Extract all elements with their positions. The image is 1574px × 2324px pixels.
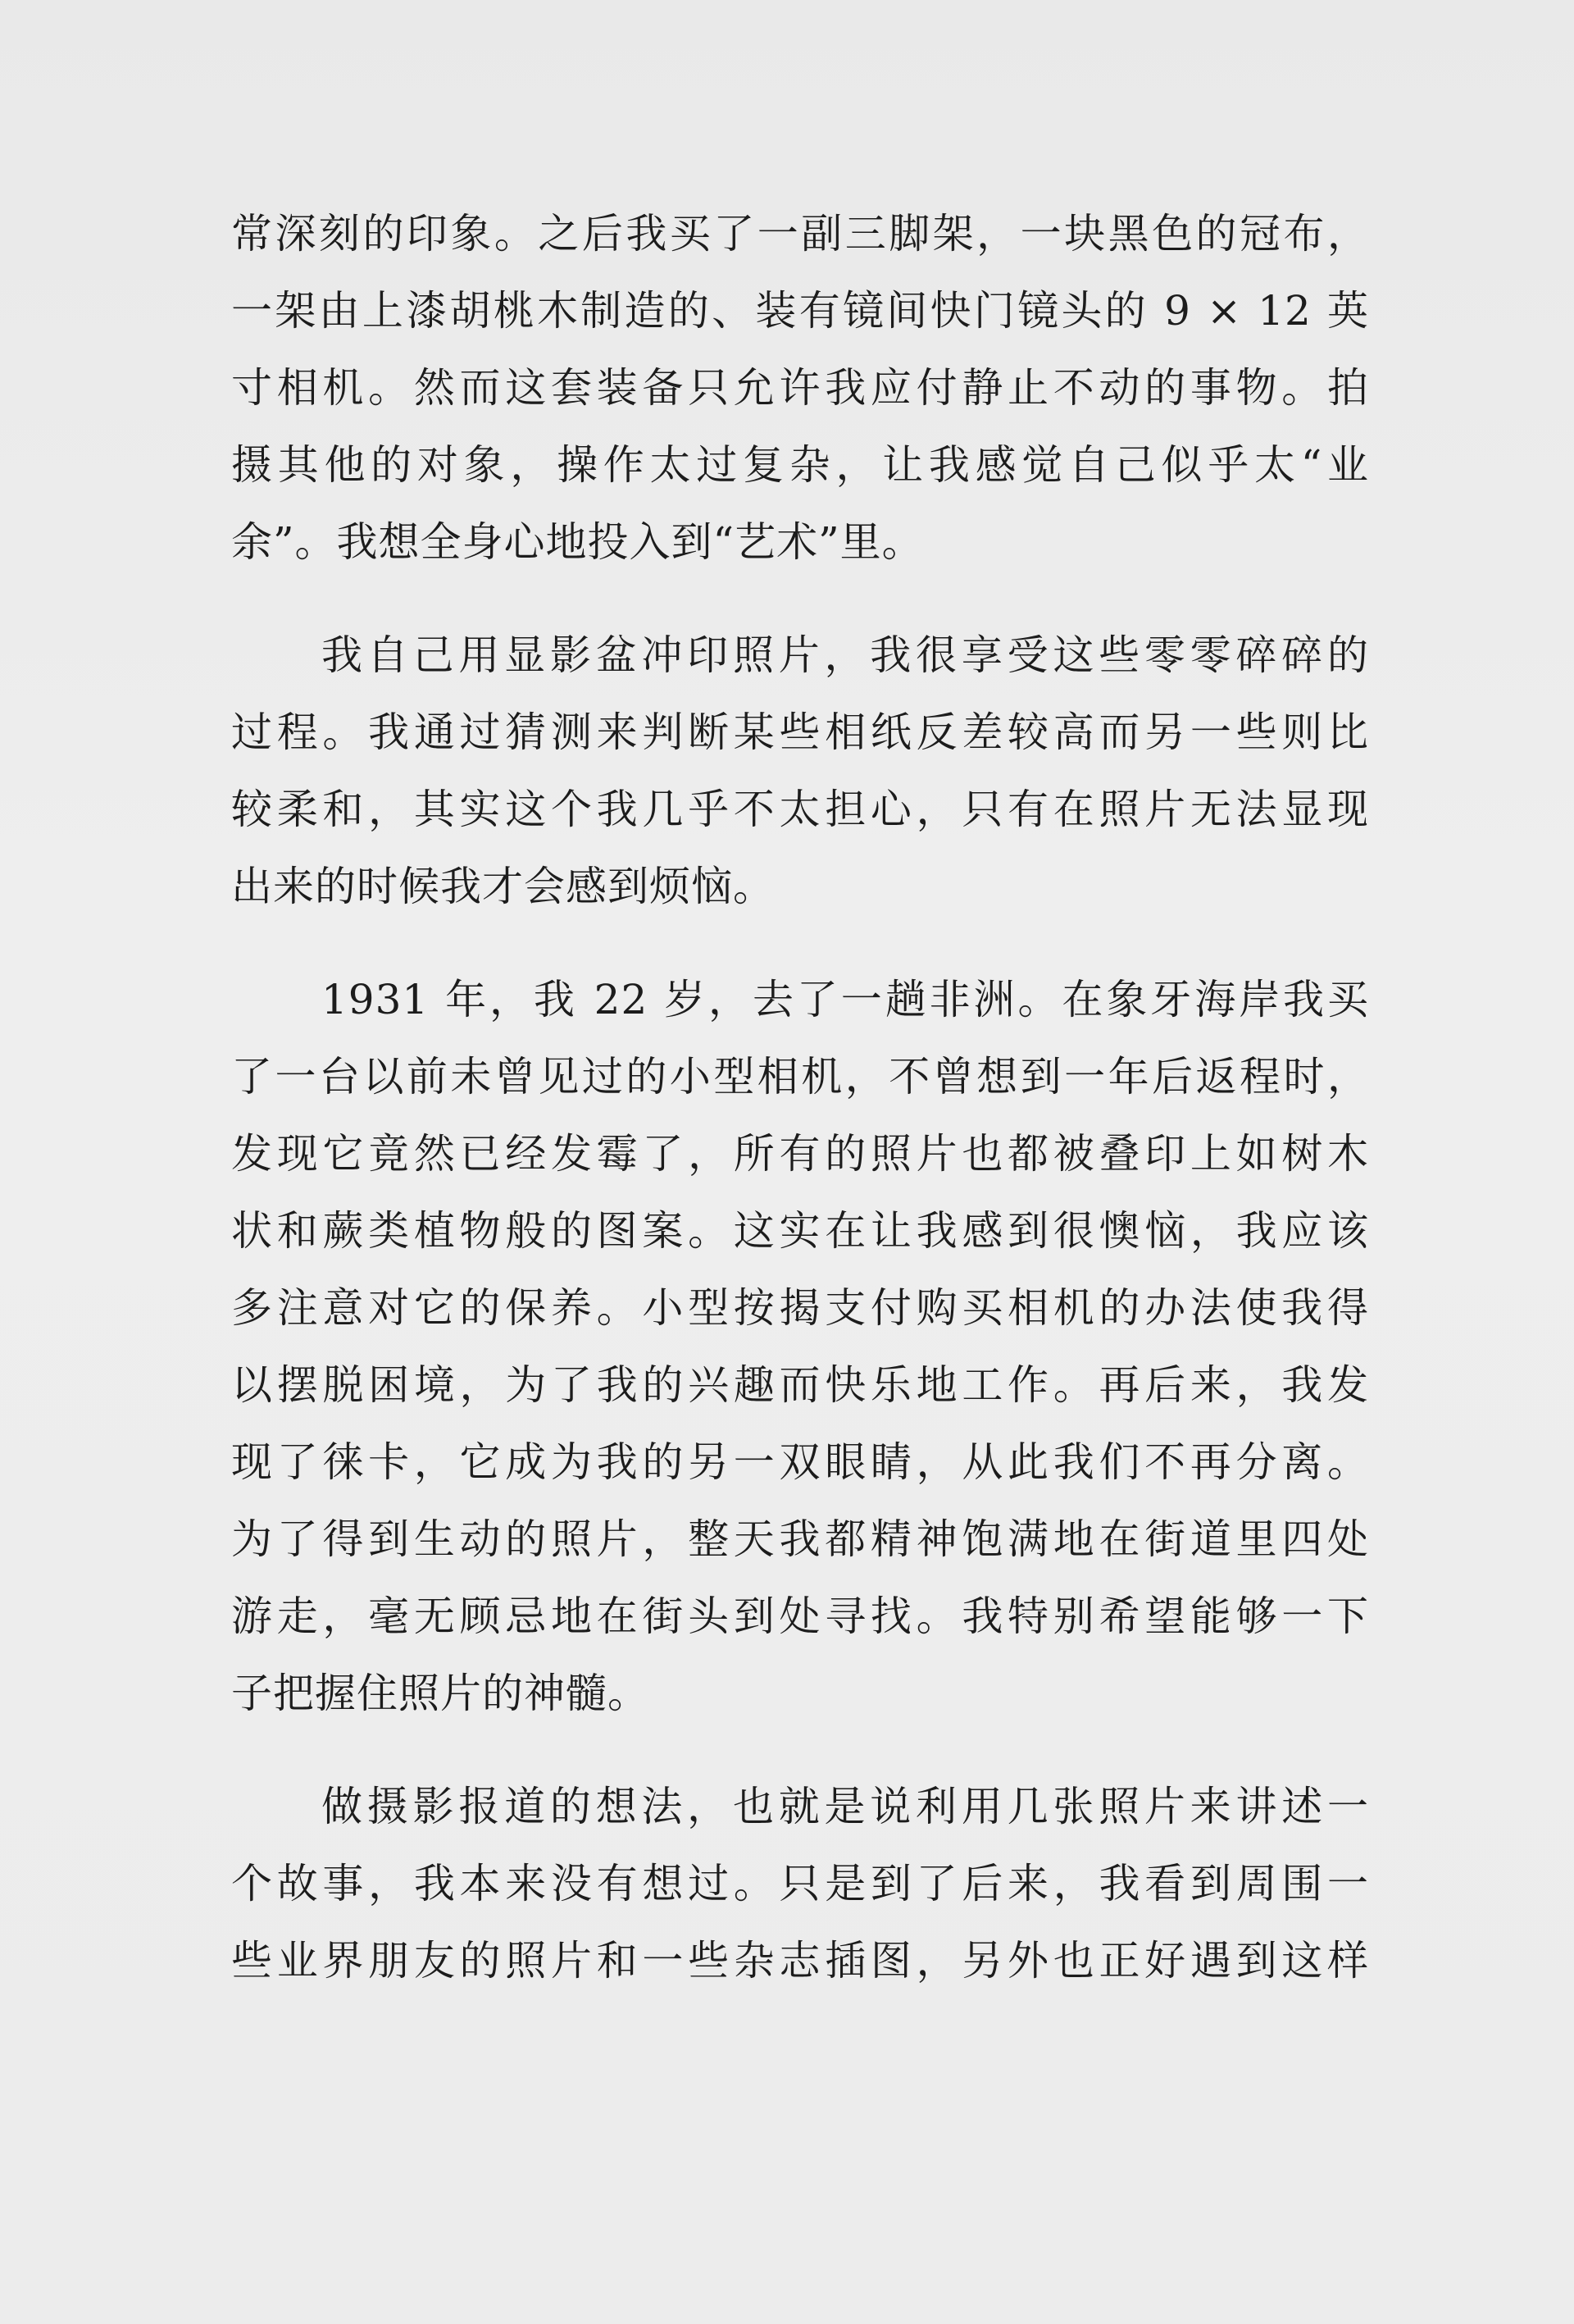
text-line: 游走，毫无顾忌地在街头到处寻找。我特别希望能够一下 <box>231 1593 1369 1640</box>
text-line: 余”。我想全身心地投入到“艺术”里。 <box>231 518 924 566</box>
text-line: 1931 年，我 22 岁，去了一趟非洲。在象牙海岸我买 <box>321 976 1369 1023</box>
text-line: 一架由上漆胡桃木制造的、装有镜间快门镜头的 9 × 12 英 <box>231 287 1369 335</box>
paragraph-2 <box>231 617 1369 925</box>
text-line: 以摆脱困境，为了我的兴趣而快乐地工作。再后来，我发 <box>231 1361 1369 1409</box>
body-text <box>231 195 1369 1999</box>
text-line: 状和蕨类植物般的图案。这实在让我感到很懊恼，我应该 <box>231 1207 1369 1255</box>
text-line: 了一台以前未曾见过的小型相机，不曾想到一年后返程时， <box>231 1053 1369 1100</box>
text-line: 子把握住照片的神髓。 <box>231 1670 649 1717</box>
paragraph-4 <box>231 1768 1369 1999</box>
paragraph-3 <box>231 961 1369 1732</box>
text-line: 多注意对它的保养。小型按揭支付购买相机的办法使我得 <box>231 1284 1369 1332</box>
text-line: 出来的时候我才会感到烦恼。 <box>231 863 775 910</box>
text-line: 做摄影报道的想法，也就是说利用几张照片来讲述一 <box>321 1783 1369 1830</box>
text-line: 常深刻的印象。之后我买了一副三脚架，一块黑色的冠布， <box>231 210 1369 257</box>
text-line: 我自己用显影盆冲印照片，我很享受这些零零碎碎的 <box>321 631 1369 679</box>
paragraph-1 <box>231 195 1369 581</box>
text-line: 现了徕卡，它成为我的另一双眼睛，从此我们不再分离。 <box>231 1438 1369 1486</box>
text-line: 发现它竟然已经发霉了，所有的照片也都被叠印上如树木 <box>231 1130 1369 1178</box>
text-line: 些业界朋友的照片和一些杂志插图，另外也正好遇到这样 <box>231 1937 1369 1985</box>
text-line: 较柔和，其实这个我几乎不太担心，只有在照片无法显现 <box>231 786 1369 833</box>
text-line: 寸相机。然而这套装备只允许我应付静止不动的事物。拍 <box>231 364 1369 412</box>
text-line: 个故事，我本来没有想过。只是到了后来，我看到周围一 <box>231 1860 1369 1907</box>
text-line: 过程。我通过猜测来判断某些相纸反差较高而另一些则比 <box>231 709 1369 756</box>
text-line: 为了得到生动的照片，整天我都精神饱满地在街道里四处 <box>231 1515 1369 1563</box>
text-line: 摄其他的对象，操作太过复杂，让我感觉自己似乎太“业 <box>231 441 1369 489</box>
